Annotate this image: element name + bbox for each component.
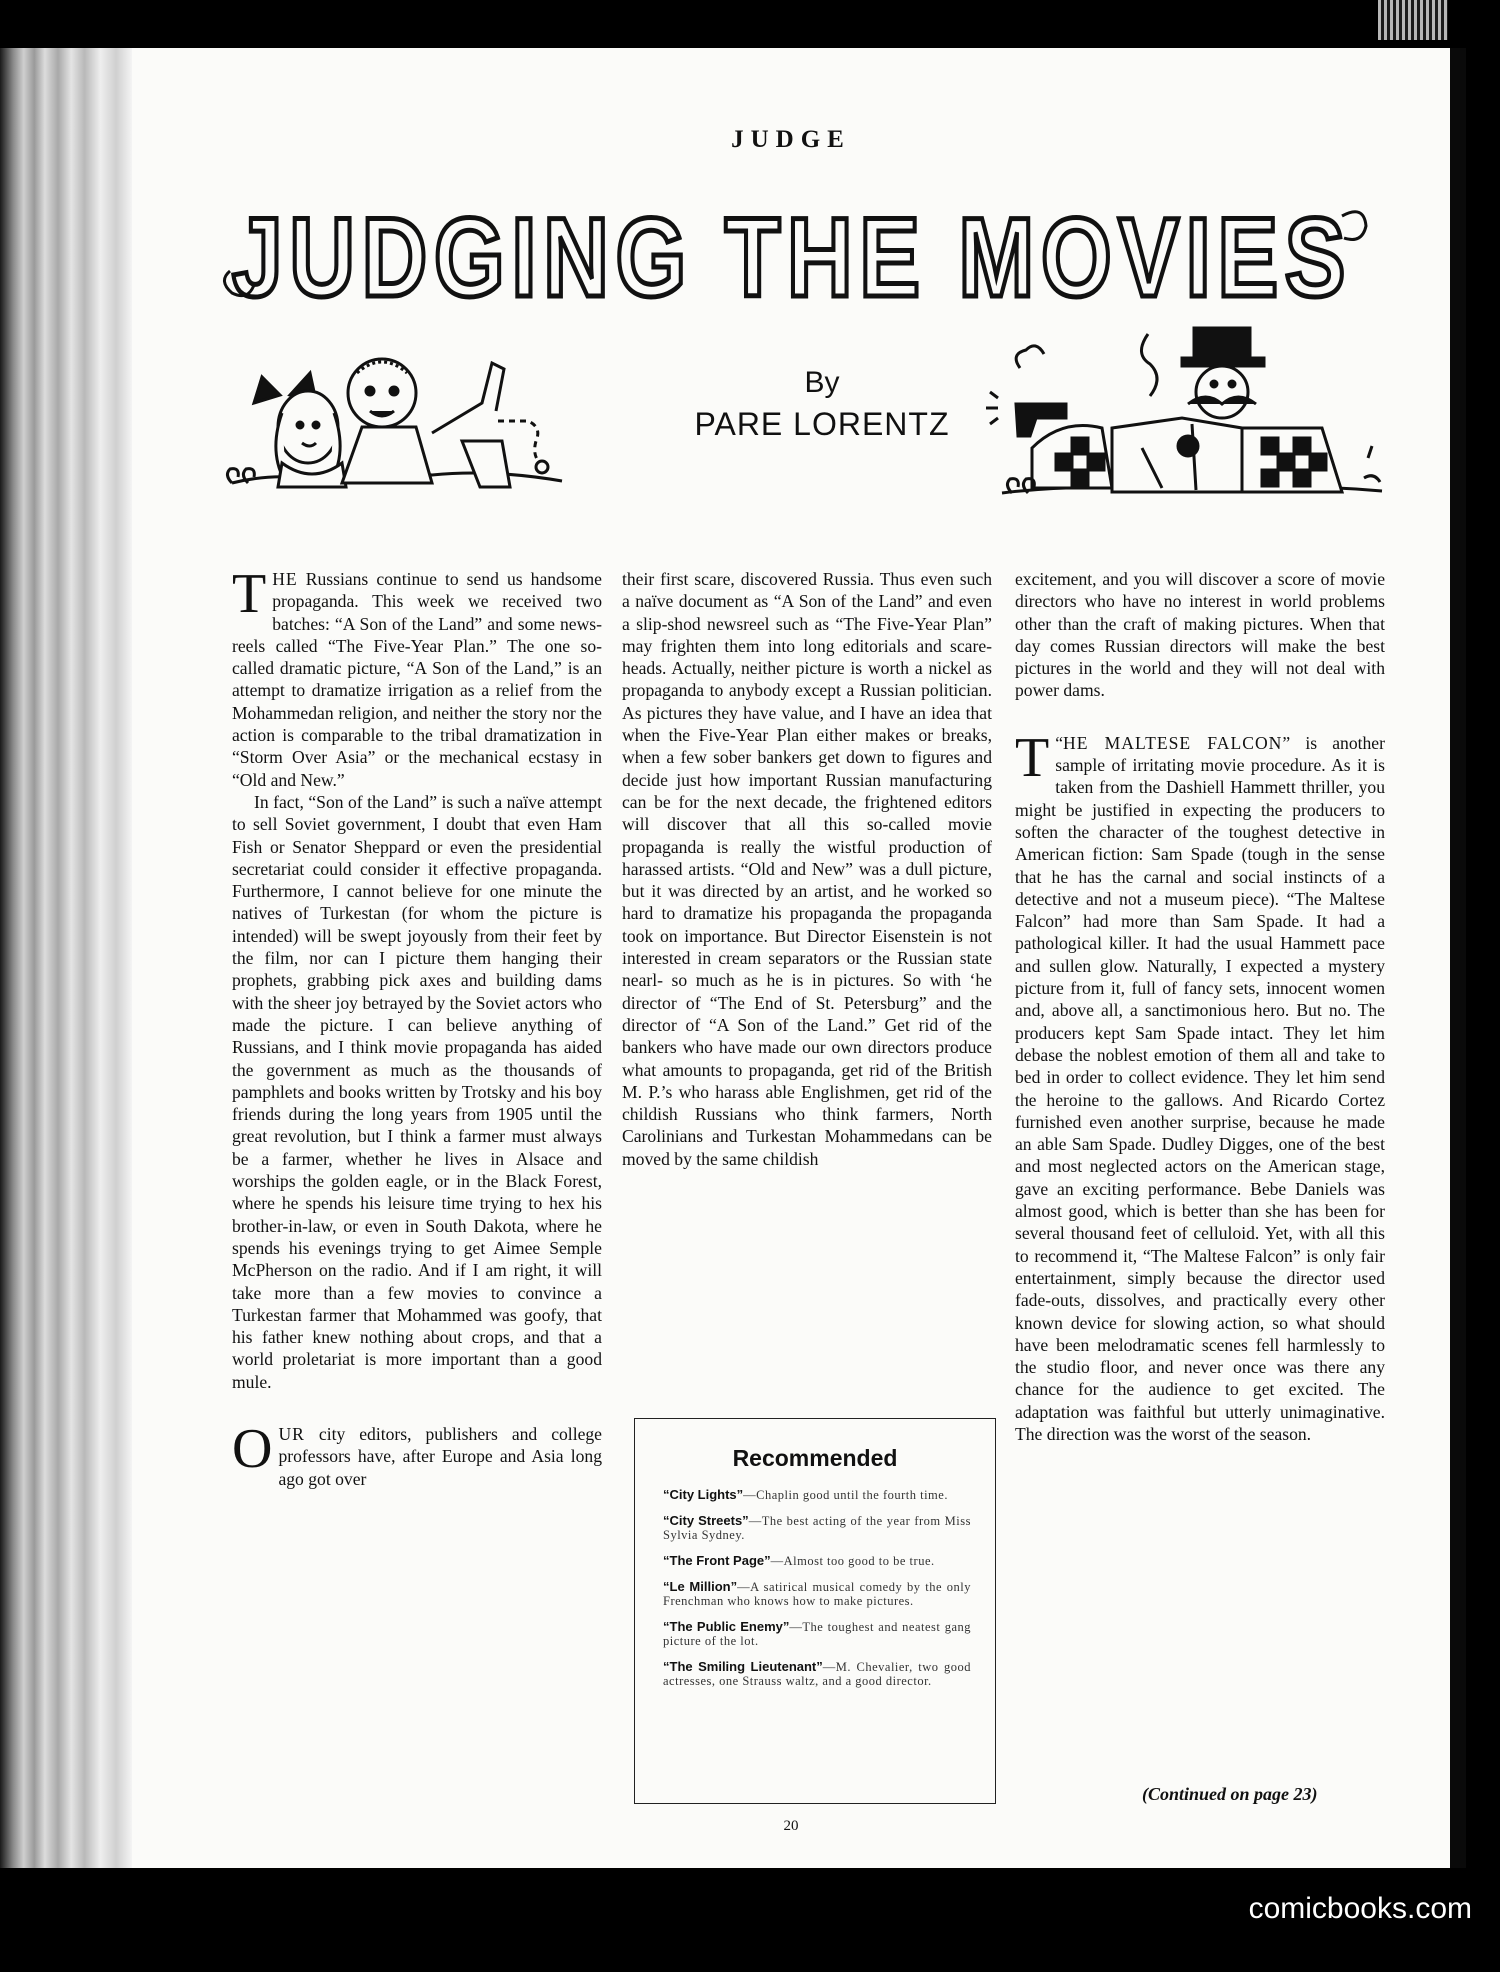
col2-paragraph-1: their first scare, discovered Russia. Thus even such a naïve document as “A Son of the Land” and even a slip-shod newsreel such as “The Five-Year Plan” may frighten them into long editorials and scare-heads. Actually, neither picture is worth a nickel as propaganda to anybody except a Russian politician. As pictures they have value, and I have an idea that when the Five-Year Plan either makes or breaks, when a few sober bankers get down to figures and decide just how important Russian manufacturing can be for the next decade, the frightened editors will discover that all this so-called movie propaganda is really the wistful production of harassed artists. “Old and New” was a dull picture, but it was directed by an artist, and he worked so hard to dramatize his propaganda the propaganda took on importance. But Director Eisenstein is not interested in cream separators or the Russian state nearl‑ so much as he is in pictures. So with ‘he director of “The End of St. Petersburg” and the director of “A Son of the Land.” Get rid of the bankers who have made our own directors produce what amounts to propaganda, get rid of the British M. P.’s who harass able Englishmen, get rid of the childish Russians who think farmers, North Carolinians and Turkestan Mohammedans can be moved by the same childish — [622, 569, 992, 1169]
cartoon-gangster-illustration — [992, 328, 1392, 508]
drop-cap: T — [1015, 726, 1050, 789]
col3-paragraph-1: excitement, and you will discover a score of movie directors who have no interest in world problems other than the craft of making pictures. When that day comes Russian directors will make the best pictures in the world and they will not deal with power dams. — [1015, 569, 1385, 701]
byline — [652, 366, 992, 443]
article-column-3 — [1015, 568, 1385, 1445]
recommended-item-text: —The best acting of the year from Miss Sylvia Sydney. — [663, 1514, 972, 1542]
continued-note: (Continued on page 23) — [1142, 1784, 1318, 1804]
masthead: JUDGE — [731, 126, 851, 153]
book-page-edges — [0, 48, 132, 1868]
col1-paragraph-2: In fact, “Son of the Land” is such a naïve attempt to sell Soviet government, I doubt that even Ham Fish or Senator Sheppard or even the presidential secretariat could consider it effective propaganda. Furthermore, I cannot believe for one minute the natives of Turkestan (for whom the picture is intended) will be swept joyously from their feet by the film, nor can I picture them hanging their prophets, grabbing pick axes and building dams with the sheer joy betrayed by the Soviet actors who made the picture. I can believe anything of Russians, and I think movie propaganda has aided the government as much as the thousands of pamphlets and books written by Trotsky and his boy friends during the long years from 1905 until the great revolution, but I think a farmer must always be a farmer, whether he lives in Alsace and worships the golden eagle, or in the Black Forest, where he spends his leisure time trying to hex his brother-in-law, or even in South Dakota, where he spends his evenings trying to get Aimee Semple McPherson on the radio. And if I am right, it will take more than a few movies to convince a Turkestan farmer that Mohammed was goofy, that his father knew nothing about crops, and that a world proletariat is more important than a good mule. — [232, 791, 602, 1392]
book-spine-shadow — [1450, 48, 1466, 1868]
page-number: 20 — [783, 1818, 799, 1834]
recommended-item-text: —The toughest and neatest gang picture of the lot. — [663, 1620, 971, 1648]
cartoon-couple-illustration — [212, 333, 572, 503]
recommended-item-title: “The Front Page” — [663, 1553, 771, 1568]
watermark: comicbooks.com — [1248, 1892, 1472, 1925]
col1-paragraph-3 — [232, 1417, 602, 1490]
recommended-item-title: “City Lights” — [663, 1487, 744, 1502]
small-caps-lead: UR — [278, 1423, 305, 1444]
scan-corner-artifact — [1378, 0, 1448, 40]
recommended-item — [663, 1580, 971, 1608]
recommended-item-title: “The Public Enemy” — [663, 1619, 790, 1634]
recommended-item — [663, 1554, 971, 1568]
recommended-item-text: —Chaplin good until the fourth time. — [743, 1488, 948, 1502]
recommended-heading: Recommended — [732, 1445, 898, 1471]
small-caps-lead: HE MALTESE FALCON — [1063, 732, 1283, 753]
col1-paragraph-1 — [232, 563, 602, 791]
article-column-2 — [622, 568, 992, 1170]
title-text: JUDGING THE MOVIES — [232, 195, 1352, 320]
recommended-item — [663, 1660, 971, 1688]
byline-by: By — [804, 366, 840, 399]
paragraph-text: Russians continue to send us handsome propaganda. This week we received two batches: “A Son of the Land” and some news-reels called “The Five-Year Plan.” The one so-called dramatic picture, “A Son of the Land,” is an attempt to dramatize irrigation as a relief from the Mohammedan religion, and neither the story nor the action is comparable to the tribal dramatization in “Storm Over Asia” or the mechanical ecstasy in “Old and New.” — [232, 569, 602, 790]
drop-cap: T — [232, 563, 267, 625]
recommended-item — [663, 1514, 971, 1542]
recommended-item — [663, 1620, 971, 1648]
paragraph-text: ” is another sample of irritating movie procedure. As it is taken from the Dashiell Hammett thriller, you might be justified in expecting the producers to soften the character of the toughest detective in American fiction: Sam Spade (tough in the sense that he has the carnal and social instincts of a detective and not a museum piece). “The Maltese Falcon” had more than Sam Spade. It had a pathological killer. It had the usual Hammett pace and sullen glow. Naturally, I expected a mystery picture from it, full of fancy sets, innocent women and, above all, a sanctimonious hero. But no. The producers kept Sam Spade intact. They let him debase the noblest emotion of them all and take to bed in order to collect evidence. They let him send the heroine to the gallows. And Ricardo Cortez furnished even another surprise, because he made an able Sam Spade. Dudley Digges, one of the best and most neglected actors on the American stage, gave an exciting performance. Bebe Daniels was almost good, which is better than she has been for several thousand feet of celluloid. Yet, with all this to recommend it, “The Maltese Falcon” is only fair entertainment, simply because the director used fade-outs, dissolves, and practically every other known device for slowing action, so what should have been melodramatic scenes fell harmlessly to the studio floor, and never once was there any chance for the audience to get excited. The adaptation was faithful but utterly unimaginative. The direction was the worst of the season. — [1015, 732, 1385, 1444]
recommended-item-title: “City Streets” — [663, 1513, 749, 1528]
magazine-page — [132, 48, 1450, 1868]
recommended-item-title: “Le Million” — [663, 1579, 738, 1594]
recommended-item-text: —M. Chevalier, two good actresses, one Strauss waltz, and a good director. — [663, 1660, 971, 1688]
col3-paragraph-2 — [1015, 726, 1385, 1446]
drop-cap: O — [232, 1417, 273, 1480]
recommended-item-title: “The Smiling Lieutenant” — [663, 1659, 823, 1674]
recommended-item-text: —A satirical musical comedy by the only Frenchman who knows how to make pictures. — [663, 1580, 971, 1608]
article-column-1 — [232, 563, 602, 1490]
recommended-item-text: —Almost too good to be true. — [770, 1554, 935, 1568]
small-caps-lead: HE — [272, 569, 298, 589]
title-lettering — [212, 176, 1372, 326]
paragraph-text: city editors, publishers and college professors have, after Europe and Asia long ago got over — [278, 1423, 602, 1489]
recommended-box — [634, 1418, 996, 1804]
byline-author: PARE LORENTZ — [694, 406, 950, 442]
recommended-item — [663, 1488, 971, 1502]
open-quote: “ — [1055, 732, 1064, 753]
